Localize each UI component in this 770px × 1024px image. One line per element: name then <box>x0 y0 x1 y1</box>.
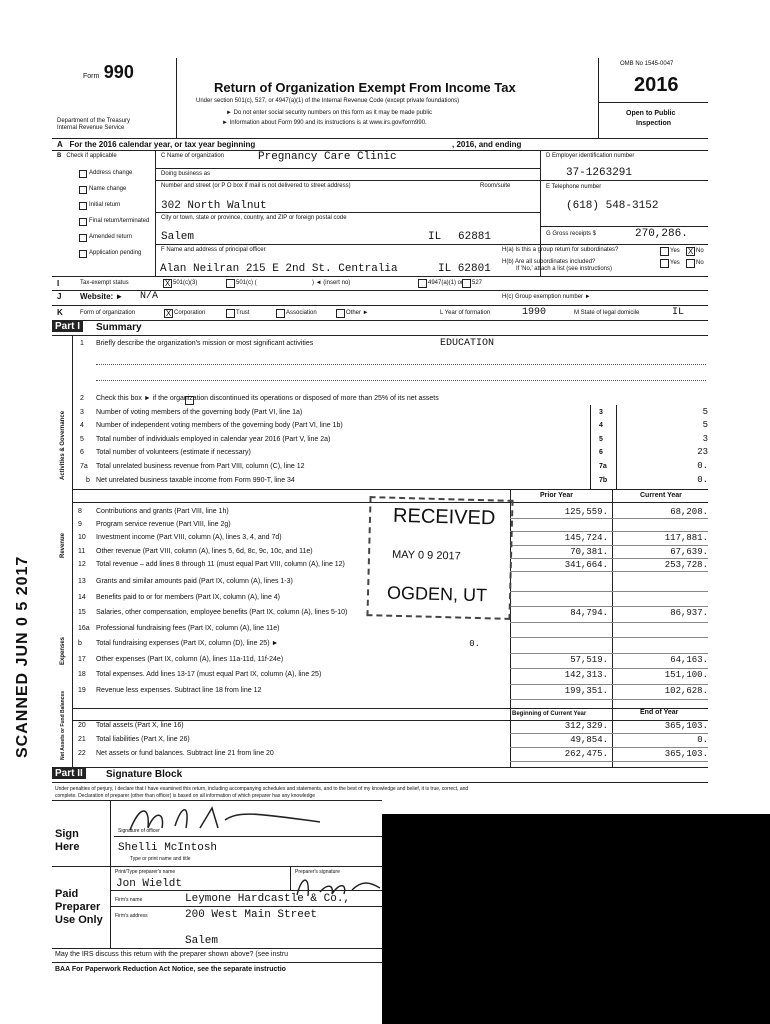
trust-label: Trust <box>236 310 250 316</box>
revenue-line-text: Program service revenue (Part VIII, line 2g) <box>96 521 231 529</box>
expense-prior-value: 84,794. <box>570 608 608 618</box>
expense-row-rule <box>510 606 708 607</box>
revenue-current-value: 117,881. <box>664 533 708 544</box>
org-state: IL <box>428 231 442 243</box>
net-assets-prior-value: 262,475. <box>564 749 608 759</box>
org-name: Pregnancy Care Clinic <box>258 151 397 163</box>
expense-prior-value: 57,519. <box>570 654 608 665</box>
current-year-header: Current Year <box>640 492 682 499</box>
line-3-num: 3 <box>80 409 84 416</box>
baa-text: BAA For Paperwork Reduction Act Notice, see the separate instructio <box>55 966 286 973</box>
net-assets-line-num: 22 <box>78 750 86 757</box>
paid-label: Paid <box>55 888 79 900</box>
line-3-value: 5 <box>702 407 708 417</box>
org-zip: 62881 <box>458 231 492 243</box>
line-a-label: A <box>57 140 63 149</box>
line-6-value: 23 <box>697 447 708 457</box>
527-label: 527 <box>472 280 483 286</box>
irs-label: Internal Revenue Service <box>57 125 125 131</box>
hc-text: H(c) Group exemption number ► <box>502 294 591 300</box>
expense-line-text: Revenue less expenses. Subtract line 18 from line 12 <box>96 686 262 694</box>
form-of-org-label: Form of organization <box>80 310 136 316</box>
may-irs-text: May the IRS discuss this return with the preparer shown above? (see instru <box>55 951 289 958</box>
firm-address: 200 West Main Street <box>185 909 318 921</box>
line-k-label: K <box>57 308 63 317</box>
city-label: City or town, state or province, country, and ZIP or foreign postal code <box>161 215 347 221</box>
revenue-prior-value: 341,664. <box>564 559 608 570</box>
initial-return-label: Initial return <box>89 202 121 208</box>
side-label-expenses: Expenses <box>60 636 66 665</box>
net-assets-current-value: 365,103. <box>664 749 708 759</box>
expense-line-text: Salaries, other compensation, employee benefits (Part IX, column (A), lines 5-10) <box>96 609 348 616</box>
domicile-value: IL <box>672 307 685 318</box>
line-7b-text: Net unrelated business taxable income from Form 990-T, line 34 <box>96 477 295 484</box>
section-b-label: B <box>57 153 62 159</box>
address-change-label: Address change <box>89 170 133 176</box>
amended-return-checkbox[interactable] <box>79 234 87 242</box>
preparer-label: Preparer <box>55 901 101 913</box>
form-label <box>83 62 134 83</box>
beg-year-header: Beginning of Current Year <box>512 711 587 717</box>
net-assets-current-value: 365,103. <box>664 721 708 731</box>
expense-line-text: Other expenses (Part IX, column (A), lines 11a-11d, 11f-24e) <box>96 655 284 663</box>
line-4-num: 4 <box>80 422 84 429</box>
net-assets-row-rule <box>510 747 708 748</box>
revenue-row-rule <box>510 571 708 572</box>
hb-yes-label: Yes <box>670 260 680 266</box>
revenue-line-num: 10 <box>78 534 86 542</box>
ha-text: H(a) Is this a group return for subordinates? <box>502 247 619 253</box>
application-pending-label: Application pending <box>89 250 142 256</box>
revenue-prior-value: 145,724. <box>564 533 608 544</box>
redaction-block <box>382 814 770 1024</box>
tax-exempt-label: Tax-exempt status <box>80 280 129 286</box>
initial-return-checkbox[interactable] <box>79 202 87 210</box>
expense-row-rule <box>510 699 708 700</box>
ha-no-checkbox[interactable]: X <box>687 247 694 256</box>
line-5-num: 5 <box>80 436 84 443</box>
hb-no-label: No <box>696 260 704 266</box>
net-assets-current-value: 0. <box>697 735 708 745</box>
net-assets-prior-value: 312,329. <box>564 721 608 731</box>
phone-value: (618) 548-3152 <box>566 200 659 212</box>
line-1-num: 1 <box>80 340 84 347</box>
net-assets-line-text: Total assets (Part X, line 16) <box>96 722 184 729</box>
application-pending-checkbox[interactable] <box>79 250 87 258</box>
trust-checkbox[interactable] <box>226 309 235 318</box>
revenue-row-rule <box>510 531 708 532</box>
name-change-checkbox[interactable] <box>79 186 87 194</box>
501c3-checkbox[interactable]: X <box>164 279 171 288</box>
line-i-label: I <box>57 279 60 288</box>
line-4-box: 4 <box>599 422 603 429</box>
line-6-text: Total number of volunteers (estimate if necessary) <box>96 449 251 456</box>
sign-label: Sign <box>55 828 79 840</box>
line-2-num: 2 <box>80 395 84 402</box>
line-i <box>57 279 59 288</box>
line-3-box: 3 <box>599 409 603 416</box>
mission-value: EDUCATION <box>440 338 495 349</box>
hb-yes-checkbox[interactable] <box>660 259 669 268</box>
line-6-num: 6 <box>80 449 84 456</box>
org-name-label: C Name of organization <box>161 153 225 159</box>
revenue-line-text: Total revenue – add lines 8 through 11 (must equal Part VIII, column (A), line 12) <box>96 560 345 568</box>
sig-officer-label: Signature of officer <box>118 828 160 834</box>
expense-line-num: 18 <box>78 671 86 678</box>
final-return-label: Final return/terminated <box>89 218 150 224</box>
expense-line-num: 15 <box>78 609 86 616</box>
perjury-text: Under penalties of perjury, I declare that I have examined this return, including accompanying schedules and statements, and to the best of my knowledge and belief, it is true, correct, and <box>55 786 469 792</box>
expense-line-text: Total fundraising expenses (Part IX, column (D), line 25) ► <box>96 640 279 647</box>
street-label: Number and street (or P O box if mail is not delivered to street address) <box>161 183 351 189</box>
use-only-label: Use Only <box>55 914 103 926</box>
omb-number: OMB No 1545-0047 <box>620 61 674 67</box>
line-a-ending: , 2016, and ending <box>452 140 522 149</box>
ein-label: D Employer identification number <box>546 153 635 159</box>
expense-line-text: Benefits paid to or for members (Part IX, column (A), line 4) <box>96 593 281 601</box>
line-j-label: J <box>57 292 62 301</box>
final-return-checkbox[interactable] <box>79 218 87 226</box>
corporation-checkbox[interactable]: X <box>165 309 172 318</box>
amended-return-label: Amended return <box>89 234 133 240</box>
section-b <box>57 153 117 159</box>
revenue-prior-value: 70,381. <box>570 546 608 557</box>
expense-line-num: 17 <box>78 655 86 663</box>
revenue-current-value: 67,639. <box>670 546 708 557</box>
part2-title: Signature Block <box>106 769 183 780</box>
net-assets-prior-value: 49,854. <box>570 735 608 745</box>
firm-name-label: Firm's name <box>115 897 143 903</box>
prep-name-label: Print/Type preparer's name <box>115 869 176 875</box>
line-1-text: Briefly describe the organization's mission or most significant activities <box>96 340 314 347</box>
line-4-text: Number of independent voting members of the governing body (Part VI, line 1b) <box>96 422 343 429</box>
expense-current-value: 102,628. <box>664 685 708 696</box>
revenue-row-rule <box>510 518 708 519</box>
revenue-line-num: 12 <box>78 560 86 568</box>
expense-prior-value: 199,351. <box>564 685 608 696</box>
line-7a-value: 0. <box>697 461 708 471</box>
side-label-governance: Activities & Governance <box>60 410 66 480</box>
revenue-prior-value: 125,559. <box>564 507 608 517</box>
association-label: Association <box>286 310 317 316</box>
revenue-line-text: Investment income (Part VIII, column (A), lines 3, 4, and 7d) <box>96 534 282 542</box>
perjury-text-2: complete. Declaration of preparer (other than officer) is based on all information of which preparer has any knowledge <box>55 793 316 799</box>
expense-line-num: 19 <box>78 686 86 694</box>
form-prefix: Form <box>83 73 100 80</box>
part1-title: Summary <box>96 322 142 333</box>
net-assets-line-num: 21 <box>78 736 86 743</box>
domicile-label: M State of legal domicile <box>574 310 640 316</box>
revenue-line-num: 9 <box>78 521 82 529</box>
firm-city: Salem <box>185 935 219 947</box>
expense-line-num: 16a <box>78 624 90 632</box>
expense-line-text: Grants and similar amounts paid (Part IX, column (A), lines 1-3) <box>96 578 293 585</box>
hb-note: If 'No,' attach a list (see instructions) <box>516 266 612 272</box>
scanned-stamp: SCANNED JUN 0 5 2017 <box>14 555 31 758</box>
revenue-line-text: Contributions and grants (Part VIII, line 1h) <box>96 508 229 515</box>
received-stamp <box>366 496 513 620</box>
revenue-current-value: 68,208. <box>670 507 708 517</box>
ha-yes-label: Yes <box>670 248 680 254</box>
dba-label: Doing business as <box>161 171 211 177</box>
501c-checkbox[interactable] <box>226 279 235 288</box>
discontinued-checkbox[interactable] <box>185 396 194 405</box>
ssn-notice: ► Do not enter social security numbers on this form as it may be made public <box>226 110 433 116</box>
officer-printed-name: Shelli McIntosh <box>118 842 218 854</box>
form-number: 990 <box>103 62 134 82</box>
expense-current-value: 86,937. <box>670 608 708 618</box>
net-assets-line-num: 20 <box>78 722 86 729</box>
gross-label: G Gross receipts $ <box>546 231 597 237</box>
expense-line-text: Total expenses. Add lines 13-17 (must equal Part IX, column (A), line 25) <box>96 671 322 678</box>
expense-row-rule <box>510 637 708 638</box>
website-label: Website: ► <box>80 292 124 301</box>
expense-row-rule <box>510 622 708 623</box>
website-value: N/A <box>140 291 159 302</box>
ha-yes-checkbox[interactable] <box>660 247 669 256</box>
here-label: Here <box>55 841 80 853</box>
dept-label: Department of the Treasury <box>57 118 131 124</box>
line-a <box>57 140 255 149</box>
side-label-net-assets: Net Assets or Fund Balances <box>60 690 66 760</box>
line-7b-box: 7b <box>599 477 608 484</box>
revenue-line-num: 11 <box>78 547 86 555</box>
ein-value: 37-1263291 <box>566 167 633 179</box>
ha-no-label: No <box>696 248 704 254</box>
line-a-text: For the 2016 calendar year, or tax year beginning <box>69 140 256 149</box>
4947-checkbox[interactable] <box>418 279 427 288</box>
phone-label: E Telephone number <box>546 184 602 190</box>
prior-year-header: Prior Year <box>540 492 573 499</box>
received-text: RECEIVED <box>392 504 496 530</box>
revenue-row-rule <box>510 545 708 546</box>
4947-label: 4947(a)(1) or <box>428 280 464 286</box>
part2-label: Part II <box>52 768 86 779</box>
preparer-name: Jon Wieldt <box>116 878 183 890</box>
insert-no-label: ) ◄ (insert no) <box>312 280 351 286</box>
revenue-line-text: Other revenue (Part VIII, column (A), lines 5, 6d, 8c, 9c, 10c, and 11e) <box>96 547 313 555</box>
org-city: Salem <box>161 231 195 243</box>
other-label: Other ► <box>346 310 369 316</box>
address-change-checkbox[interactable] <box>79 170 87 178</box>
received-date: MAY 0 9 2017 <box>391 548 461 563</box>
open-public: Open to Public <box>626 110 676 117</box>
other-checkbox[interactable] <box>336 309 345 318</box>
info-notice: ► Information about Form 990 and its instructions is at www.irs.gov/form990. <box>222 120 427 126</box>
org-street: 302 North Walnut <box>161 200 267 212</box>
side-label-revenue: Revenue <box>60 532 66 558</box>
expense-line-num: b <box>78 640 82 647</box>
inspection: Inspection <box>636 120 672 127</box>
firm-address-label: Firm's address <box>115 913 148 919</box>
line-7a-num: 7a <box>80 463 88 470</box>
hb-text: H(b) Are all subordinates included? <box>502 259 596 265</box>
form-title: Return of Organization Exempt From Income Tax <box>214 80 516 95</box>
type-print-label: Type or print name and title <box>130 856 191 862</box>
room-label: Room/suite <box>480 183 511 189</box>
501c3-label: 501(c)(3) <box>173 280 198 286</box>
expense-line-text: Professional fundraising fees (Part IX, column (A), line 11e) <box>96 624 280 632</box>
527-checkbox[interactable] <box>462 279 471 288</box>
officer-name: Alan Neilran 215 E 2nd St. Centralia <box>160 263 398 275</box>
line-7b-value: 0. <box>697 475 708 485</box>
expense-line-num: 14 <box>78 593 86 601</box>
line-7a-text: Total unrelated business revenue from Part VIII, column (C), line 12 <box>96 463 305 470</box>
expense-row-rule <box>510 668 708 669</box>
line-5-box: 5 <box>599 436 603 443</box>
section-b-title: Check if applicable <box>66 153 117 159</box>
hb-no-checkbox[interactable] <box>686 259 695 268</box>
tax-year: 2016 <box>634 74 679 96</box>
firm-name: Leymone Hardcastle & Co., <box>185 893 351 905</box>
part1-label: Part I <box>52 321 83 332</box>
officer-state: IL 62801 <box>438 263 491 275</box>
line-2-text: Check this box ► if the organization discontinued its operations or disposed of more than 25% of its net assets <box>96 395 439 402</box>
line-6-box: 6 <box>599 449 603 456</box>
expense-prior-value: 142,313. <box>564 670 608 680</box>
name-change-label: Name change <box>89 186 127 192</box>
line-7a-box: 7a <box>599 463 607 470</box>
ogden-text: OGDEN, UT <box>386 582 488 606</box>
association-checkbox[interactable] <box>276 309 285 318</box>
officer-label: F Name and address of principal officer <box>161 247 266 253</box>
corporation-label: Corporation <box>174 310 206 316</box>
expense-current-value: 64,163. <box>670 654 708 665</box>
net-assets-row-rule <box>510 733 708 734</box>
prep-sig-label: Preparer's signature <box>295 869 340 875</box>
year-formation-label: L Year of formation <box>440 310 491 316</box>
revenue-line-num: 8 <box>78 508 82 515</box>
revenue-current-value: 253,728. <box>664 559 708 570</box>
form-subtitle: Under section 501(c), 527, or 4947(a)(1) of the Internal Revenue Code (except private foundations) <box>196 98 460 104</box>
line-4-value: 5 <box>702 420 708 430</box>
line-5-value: 3 <box>702 434 708 444</box>
line-3-text: Number of voting members of the governing body (Part VI, line 1a) <box>96 409 303 416</box>
revenue-row-rule <box>510 558 708 559</box>
expense-line-num: 13 <box>78 578 86 585</box>
expense-row-rule <box>510 684 708 685</box>
expense-row-rule <box>510 591 708 592</box>
net-assets-line-text: Net assets or fund balances. Subtract line 21 from line 20 <box>96 750 274 757</box>
expense-inline-value: 0. <box>469 639 480 649</box>
line-5-text: Total number of individuals employed in calendar year 2016 (Part V, line 2a) <box>96 436 331 443</box>
net-assets-row-rule <box>510 761 708 762</box>
line-7b-num: b <box>86 477 90 484</box>
end-year-header: End of Year <box>640 709 679 716</box>
expense-row-rule <box>510 653 708 654</box>
501c-label: 501(c) ( <box>236 280 257 286</box>
gross-value: 270,286. <box>635 228 688 240</box>
expense-current-value: 151,100. <box>664 670 708 680</box>
net-assets-line-text: Total liabilities (Part X, line 26) <box>96 736 190 743</box>
year-formation-value: 1990 <box>522 307 547 318</box>
